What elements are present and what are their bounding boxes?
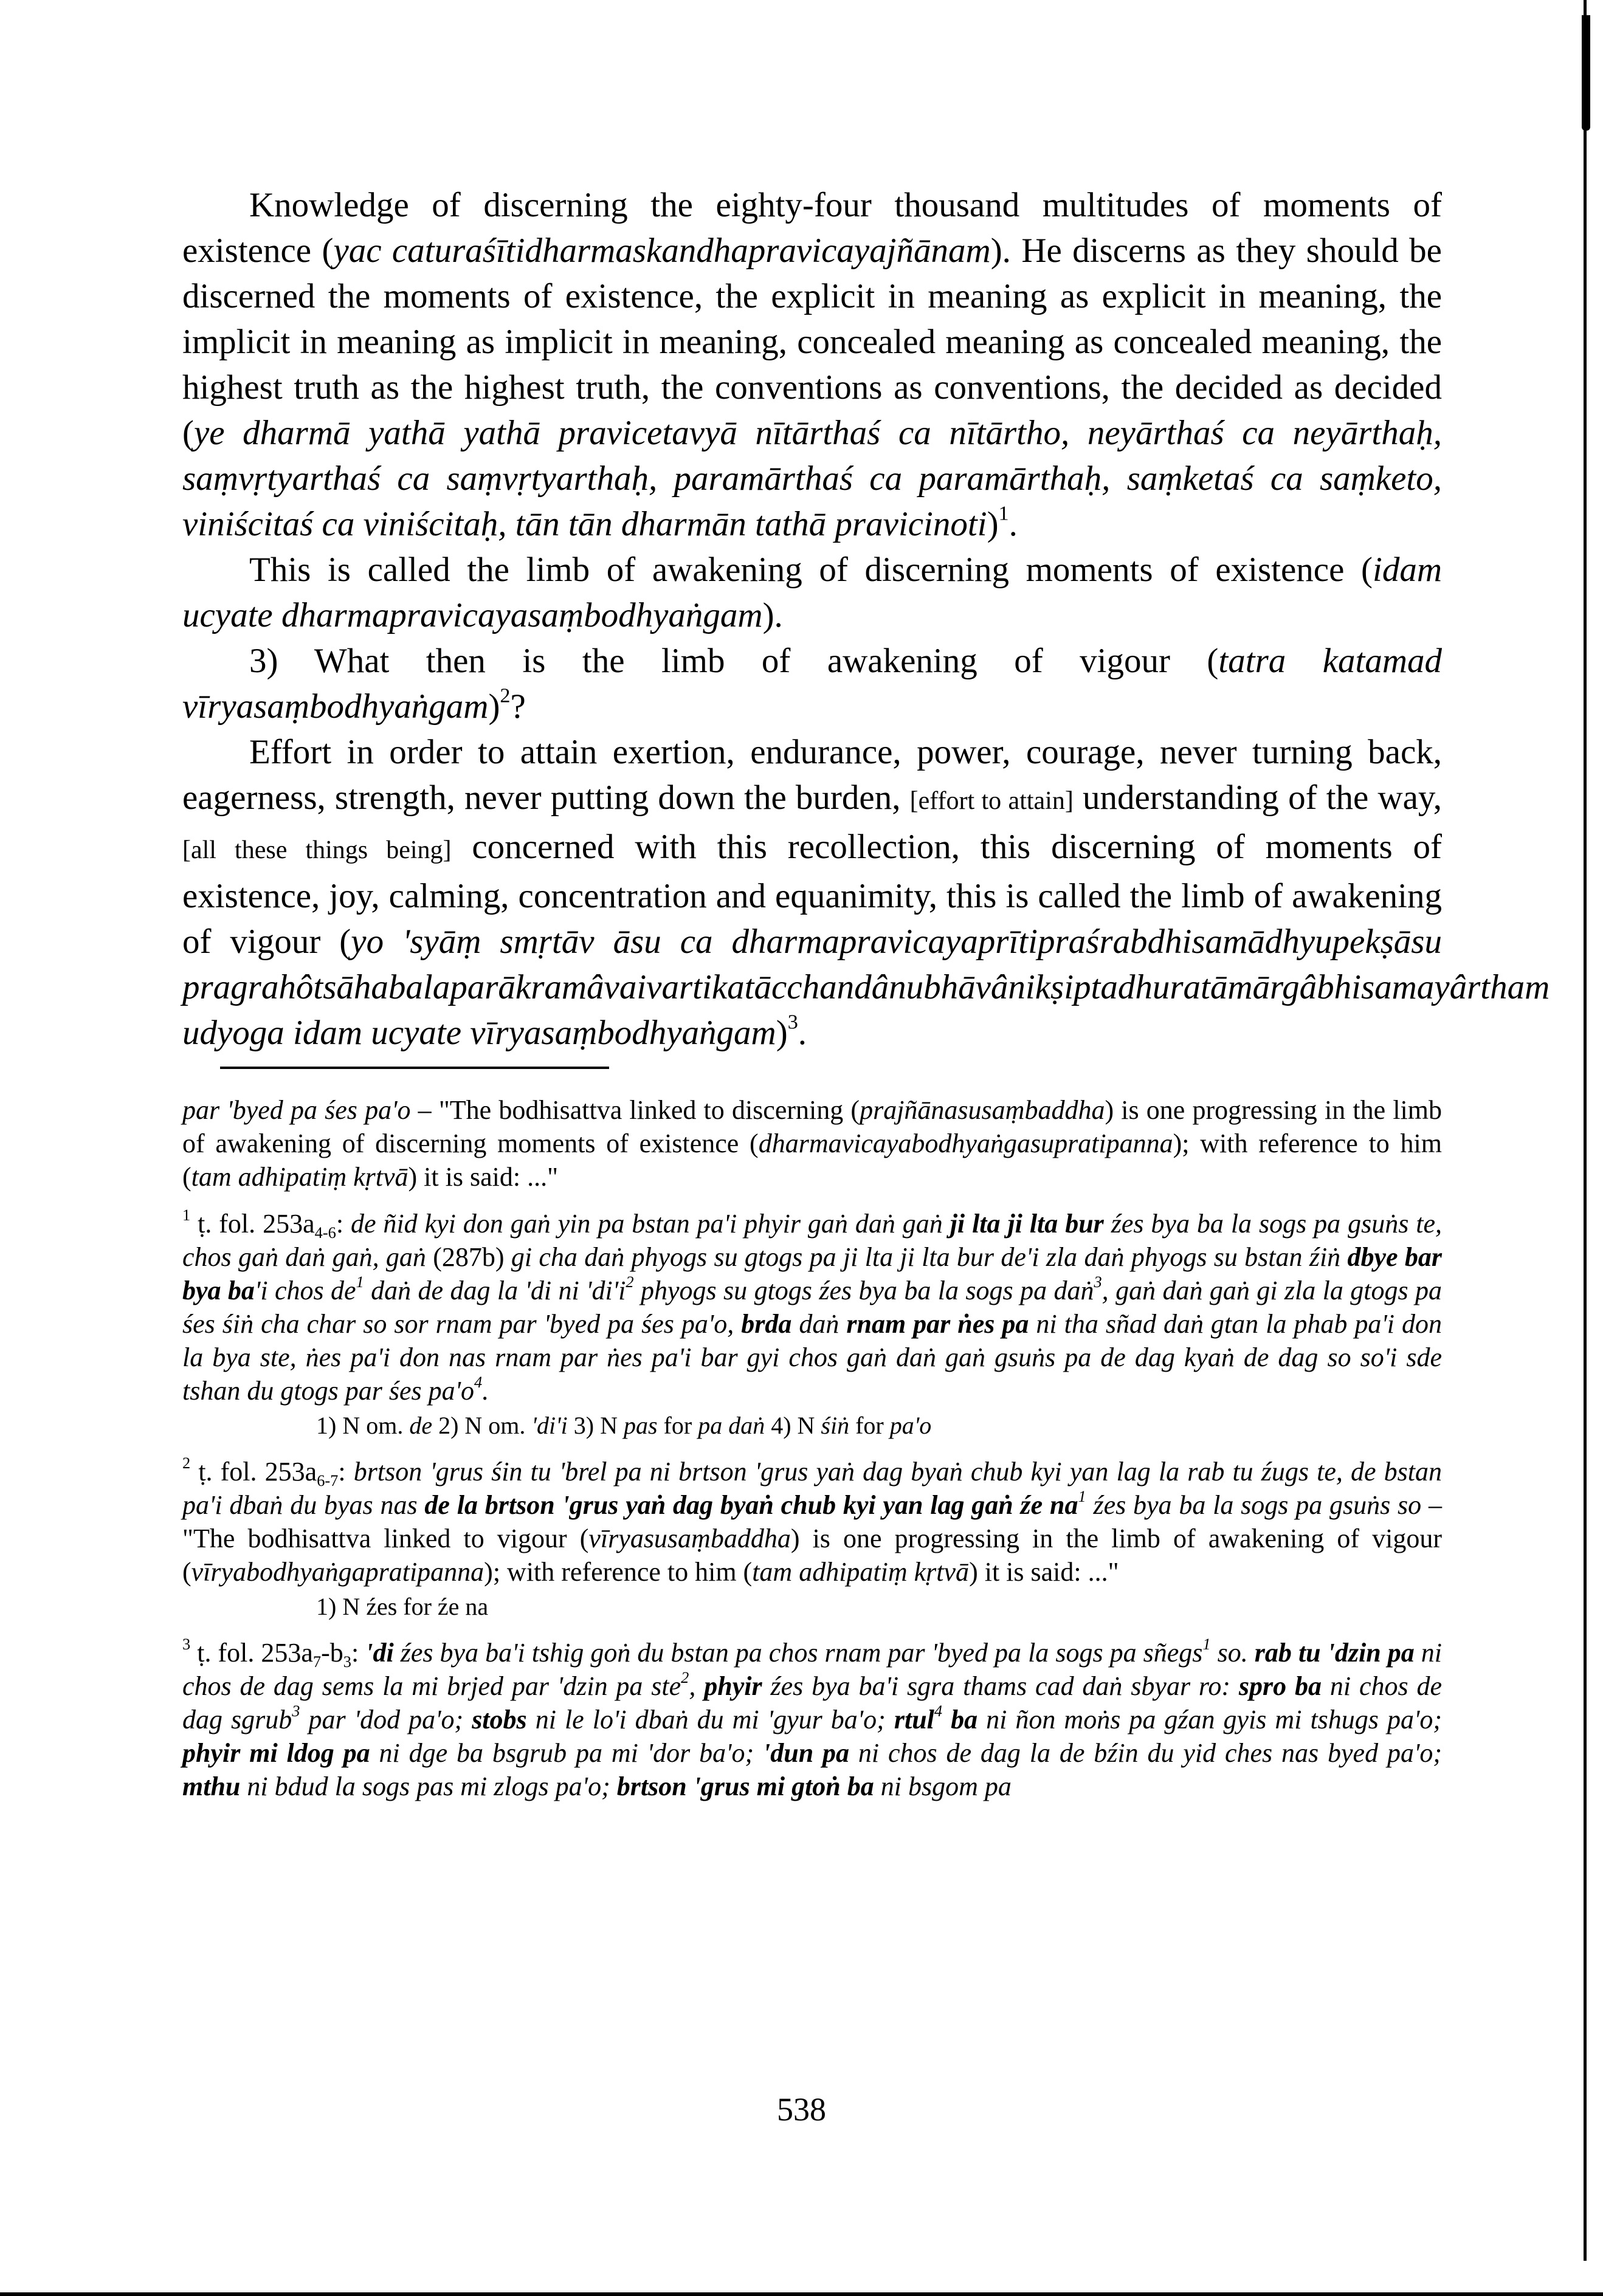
footnote-1-variants: 1) N om. de 2) N om. 'di'i 3) N pas for pa daṅ 4) N śiṅ for pa'o: [316, 1412, 932, 1439]
footnote-ref-1[interactable]: 1: [998, 502, 1009, 525]
book-page: [182, 182, 1550, 1803]
paragraph-knowledge-of-discerning: Knowledge of discerning the eighty-four thousand multitudes of moments of existence (yac caturaśītidharmaskandhapravicayajñānam). He discerns as they should be discerned the moments of existence, the explicit in meaning as explicit in meaning, the implicit in meaning as implicit in meaning, concealed meaning as concealed meaning, the highest truth as the highest truth, the conventions as conventions, the decided as decided (ye dharmā yathā yathā pravicetavyā nītārthaś ca nītārtho, neyārthaś ca neyārthaḥ, saṃvṛtyarthaś ca saṃvṛtyarthaḥ, paramārthaś ca paramārthaḥ, saṃketaś ca saṃketo, viniścitaś ca viniścitaḥ, tān tān dharmān tathā pravicinoti)$^1$.: [182, 186, 1442, 543]
footnote-number: 3: [182, 1635, 191, 1654]
editorial-insertion: [effort to attain]: [909, 787, 1074, 815]
sanskrit-passage: ye dharmā yathā yathā pravicetavyā nītārthaś ca nītārtho, neyārthaś ca neyārthaḥ, saṃvṛtyarthaś ca saṃvṛtyarthaḥ, paramārthaś ca paramārthaḥ, saṃketaś ca saṃketo, viniścitaś ca viniścitaḥ, tān tān dharmān tathā pravicinoti: [182, 414, 1442, 543]
footnote-ref-3[interactable]: 3: [787, 1011, 798, 1034]
footnote-2: $^2$ ṭ. fol. $253a_{6-7}$: brtson 'grus śin tu 'brel pa ni brtson 'grus yaṅ dag byaṅ chub kyi yan lag la rab tu źugs te, de bstan pa'i dbaṅ du byas nas de la brtson 'grus yaṅ dag byaṅ chub kyi yan lag gaṅ źe $na^1$ źes bya ba la sogs pa gsuṅs so – "The bodhisattva linked to vigour (vīryasusaṃbaddha) is one progressing in the limb of awakening of vigour (vīryabodhyaṅgapratipanna); with reference to him (tam adhipatiṃ kṛtvā) it is said: ...": [182, 1454, 1442, 1587]
sanskrit-passage: yo 'syāṃ smṛtāv āsu ca dharmapravicayaprītipraśrabdhisamādhyupekṣāsu pragrahôtsāhabalaparākramâvaivartikatācchandânubhāvânikṣiptadhuratāmārgâbhisamayârtham udyoga idam ucyate vīryasaṃbodhyaṅgam: [182, 923, 1550, 1052]
footnote-number: 2: [182, 1454, 191, 1473]
scan-bottom-border: [0, 2292, 1603, 2296]
footnote-number: 1: [182, 1206, 191, 1225]
footnote-2-variants: 1) N źes for źe na: [316, 1593, 489, 1620]
sanskrit-term: yac caturaśītidharmaskandhapravicayajñānam: [333, 232, 991, 270]
footnotes: [182, 1093, 1442, 1803]
sanskrit-term: idam ucyate dharmapravicayasaṃbodhyaṅgam: [182, 551, 1442, 634]
scan-edge-line: [1584, 0, 1587, 2261]
footnote-continued: par 'byed pa śes pa'o – "The bodhisattva linked to discerning (prajñānasusaṃbaddha) is one progressing in the limb of awakening of discerning moments of existence (dharmavicayabodhyaṅgasupratipanna); with reference to him (tam adhipatiṃ kṛtvā) it is said: ...": [182, 1095, 1442, 1192]
footnote-ref-2[interactable]: 2: [500, 684, 511, 707]
editorial-insertion: [all these things being]: [182, 836, 452, 864]
footnote-1: $^1$ ṭ. fol. $253a_{4-6}$: de ñid kyi don gaṅ yin pa bstan pa'i phyir gaṅ daṅ gaṅ ji lta ji lta bur źes bya ba la sogs pa gsuṅs te, chos gaṅ daṅ gaṅ, gaṅ (287b) gi cha daṅ phyogs su gtogs pa ji lta ji lta bur de'i zla daṅ phyogs su bstan źiṅ dbye bar bya ba'i chos $de^1$ daṅ de dag la 'di ni '$di'i^2$ phyogs su gtogs źes bya ba la sogs pa daṅ$^3$, gaṅ daṅ gaṅ gi zla la gtogs pa śes śiṅ cha char so sor rnam par 'byed pa śes pa'o, brda daṅ rnam par ṅes pa ni tha sñad daṅ gtan la phab pa'i don la bya ste, ṅes pa'i don nas rnam par ṅes pa'i bar gyi chos gaṅ daṅ gaṅ gsuṅs pa de dag kyaṅ de dag so so'i sde tshan du gtogs par śes $pa'o^4$.: [182, 1206, 1442, 1406]
sanskrit-term: tatra katamad vīryasaṃbodhyaṅgam: [182, 642, 1442, 726]
paragraph-limb-discerning: This is called the limb of awakening of discerning moments of existence (idam ucyate dharmapravicayasaṃbodhyaṅgam).: [182, 551, 1442, 634]
paragraph-question-vigour: 3) What then is the limb of awakening of vigour (tatra katamad vīryasaṃbodhyaṅgam)$^2$?: [182, 642, 1442, 726]
main-text: [182, 182, 1550, 1056]
footnote-separator: [220, 1067, 609, 1069]
paragraph-effort: Effort in order to attain exertion, endurance, power, courage, never turning back, eagerness, strength, never putting down the burden, [effort to attain] understanding of the way, [all these things being] concerned with this recollection, this discerning of moments of existence, joy, calming, concentration and equanimity, this is called the limb of awakening of vigour (yo 'syāṃ smṛtāv āsu ca dharmapravicayaprītipraśrabdhisamādhyupekṣāsu pragrahôtsāhabalaparākramâvaivartikatācchandânubhāvânikṣiptadhuratāmārgâbhisamayârtham udyoga idam ucyate vīryasaṃbodhyaṅgam)$^3$.: [182, 733, 1550, 1052]
footnote-3: $^3$ ṭ. fol. $253a_7-b_3$: 'di źes bya ba'i tshig goṅ du bstan pa chos rnam par 'byed pa la sogs pa sñegs$^1$ so. rab tu 'dzin pa ni chos de dag sems la mi brjed par 'dzin pa ste$^2$, phyir źes bya ba'i sgra thams cad daṅ sbyar ro: spro ba ni chos de dag sgrub$^3$ par 'dod pa'o; stobs ni le lo'i dbaṅ du mi 'gyur ba'o; rtul$^4$ ba ni ñon moṅs pa gźan gyis mi tshugs pa'o; phyir mi ldog pa ni dge ba bsgrub pa mi 'dor ba'o; 'dun pa ni chos de dag la de bźin du yid ches nas byed pa'o; mthu ni bdud la sogs pas mi zlogs pa'o; brtson 'grus mi gtoṅ ba ni bsgom pa: [182, 1635, 1443, 1801]
page-number: 538: [777, 2091, 826, 2128]
